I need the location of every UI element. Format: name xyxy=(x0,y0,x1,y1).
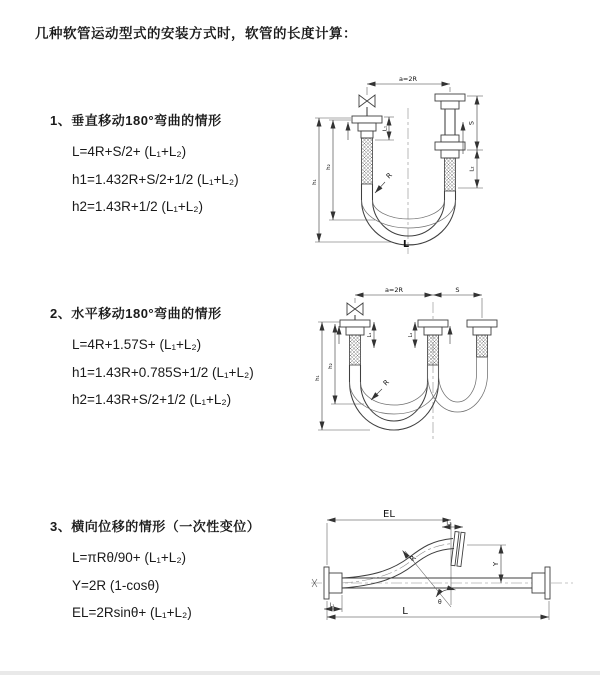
dim-label-s: S xyxy=(455,286,460,294)
diagram-vertical-180-bend xyxy=(305,70,595,260)
dim-label-s: S xyxy=(467,120,476,126)
dim-label-h2: h₂ xyxy=(328,363,334,369)
left-fitting xyxy=(352,116,382,184)
hose-u-bend-left xyxy=(350,365,439,430)
middle-fitting xyxy=(418,320,448,365)
formula-line: h1=1.432R+S/2+1/2 (L₁+L₂) xyxy=(72,171,239,187)
formula-line: L=4R+1.57S+ (L₁+L₂) xyxy=(72,337,202,352)
dim-label-l1: L₁ xyxy=(329,602,335,609)
diagram-lateral-displacement xyxy=(305,505,595,660)
dim-label-l: L xyxy=(402,606,408,617)
section-1-formulas xyxy=(72,138,239,221)
formula-line: h2=1.43R+S/2+1/2 (L₁+L₂) xyxy=(72,392,232,407)
formula-line: h2=1.43R+1/2 (L₁+L₂) xyxy=(72,199,204,214)
dim-label-l2: L₂ xyxy=(408,332,414,338)
angle-label: θ xyxy=(438,599,442,606)
section-3-heading: 3、横向位移的情形（一次性变位） xyxy=(50,519,261,534)
valve-icon xyxy=(359,95,375,116)
formula-line: EL=2Rsinθ+ (L₁+L₂) xyxy=(72,605,192,620)
braid-section xyxy=(445,158,456,191)
section-3 xyxy=(50,516,260,627)
dim-label-h1: h₁ xyxy=(315,375,321,381)
formula-line: h1=1.43R+0.785S+1/2 (L₁+L₂) xyxy=(72,364,254,380)
dim-label-el: EL xyxy=(383,509,395,520)
hose-u-bend xyxy=(362,184,456,245)
section-3-formulas xyxy=(72,544,260,627)
dim-label-a2r: a=2R xyxy=(398,75,418,83)
left-fitting xyxy=(340,320,370,365)
section-2-heading: 2、水平移动180°弯曲的情形 xyxy=(50,306,222,321)
length-label: L xyxy=(403,239,410,250)
right-fitting xyxy=(467,320,497,357)
dim-label-y: Y xyxy=(492,561,500,567)
page-title: 几种软管运动型式的安装方式时，软管的长度计算： xyxy=(35,26,357,41)
section-2-formulas xyxy=(72,331,254,414)
formula-line: Y=2R (1-cosθ) xyxy=(72,577,160,593)
right-fitting xyxy=(435,94,465,191)
dim-label-l2: L₂ xyxy=(446,520,452,527)
right-fitting xyxy=(532,567,550,599)
diagram-horizontal-180-bend xyxy=(312,282,595,457)
dim-label-h1: h₁ xyxy=(312,179,318,185)
braid-section xyxy=(428,335,439,365)
valve-icon xyxy=(347,303,363,320)
dim-label-l1: L₁ xyxy=(382,125,389,132)
radius-label: R xyxy=(381,378,391,388)
page-bottom-edge xyxy=(0,671,600,675)
dim-label-a2r: a=2R xyxy=(384,286,404,294)
left-fitting xyxy=(324,567,342,599)
radius-label: R xyxy=(384,171,394,181)
formula-line: L=4R+S/2+ (L₁+L₂) xyxy=(72,144,187,159)
section-1 xyxy=(50,110,239,221)
section-1-heading: 1、垂直移动180°弯曲的情形 xyxy=(50,113,222,128)
dim-label-l2: L₂ xyxy=(469,166,476,172)
braid-section xyxy=(477,335,488,357)
section-2 xyxy=(50,303,254,414)
dim-label-l1: L₁ xyxy=(367,332,373,338)
formula-line: L=πRθ/90+ (L₁+L₂) xyxy=(72,550,187,565)
braid-section xyxy=(362,138,373,184)
dim-label-h2: h₂ xyxy=(326,164,332,170)
radius-label: R xyxy=(407,553,418,564)
braid-section xyxy=(350,335,361,365)
hose-deflected xyxy=(342,539,454,589)
angle-arc xyxy=(436,589,456,597)
